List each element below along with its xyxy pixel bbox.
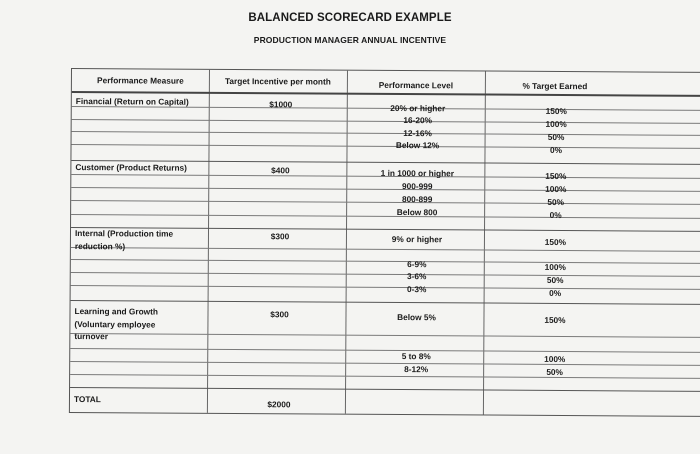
- measure-customer: Customer (Product Returns): [75, 162, 187, 173]
- earned-customer-1: 150%: [545, 170, 567, 182]
- earned-customer-2: 100%: [545, 183, 567, 195]
- level-learning-1: Below 5%: [397, 311, 436, 323]
- incentive-customer: $400: [271, 165, 290, 176]
- level-financial-4: Below 12%: [395, 139, 440, 151]
- earned-learning-2: 100%: [544, 353, 566, 365]
- measure-internal: Internal (Production time reduction %): [74, 228, 174, 251]
- level-financial-2: 16-20%: [403, 115, 433, 126]
- level-internal-1: 9% or higher: [391, 233, 443, 245]
- earned-internal-1: 150%: [544, 236, 567, 248]
- total-amount: $2000: [267, 399, 291, 410]
- level-internal-3: 3-6%: [407, 271, 427, 282]
- section-divider: [70, 387, 700, 392]
- level-customer-2: 900-999: [402, 181, 433, 192]
- scorecard-table: [69, 68, 700, 417]
- header-measure: Performance Measure: [97, 75, 184, 86]
- level-learning-3: 8-12%: [404, 364, 429, 375]
- incentive-financial: $1000: [269, 99, 293, 110]
- level-customer-1: 1 in 1000 or higher: [380, 167, 455, 179]
- level-financial-3: 12-16%: [403, 128, 432, 139]
- incentive-learning: $300: [270, 309, 289, 320]
- level-internal-2: 6-9%: [407, 259, 427, 270]
- document-title: BALANCED SCORECARD EXAMPLE: [248, 12, 452, 24]
- earned-customer-4: 0%: [549, 209, 562, 220]
- earned-internal-2: 100%: [544, 261, 566, 273]
- earned-financial-3: 50%: [547, 131, 565, 143]
- level-customer-3: 800-899: [401, 194, 433, 205]
- earned-internal-4: 0%: [549, 287, 562, 298]
- earned-financial-1: 150%: [545, 105, 567, 117]
- earned-learning-3: 50%: [546, 366, 563, 378]
- document-subtitle: PRODUCTION MANAGER ANNUAL INCENTIVE: [253, 35, 447, 45]
- earned-financial-4: 0%: [549, 144, 563, 156]
- header-level: Performance Level: [378, 79, 454, 91]
- level-internal-4: 0-3%: [406, 284, 427, 295]
- level-financial-1: 20% or higher: [390, 102, 446, 114]
- earned-financial-2: 100%: [545, 118, 567, 130]
- earned-internal-3: 50%: [546, 274, 564, 286]
- level-customer-4: Below 800: [396, 206, 438, 218]
- incentive-internal: $300: [270, 231, 290, 242]
- header-incentive: Target Incentive per month: [224, 75, 331, 87]
- measure-learning: Learning and Growth (Voluntary employee turnover: [74, 306, 158, 342]
- total-label: TOTAL: [73, 394, 101, 405]
- earned-learning-1: 150%: [544, 314, 566, 326]
- earned-customer-3: 50%: [547, 196, 565, 208]
- level-learning-2: 5 to 8%: [401, 351, 431, 362]
- section-divider: [71, 300, 700, 305]
- header-earned: % Target Earned: [522, 80, 588, 92]
- measure-financial: Financial (Return on Capital): [75, 96, 189, 107]
